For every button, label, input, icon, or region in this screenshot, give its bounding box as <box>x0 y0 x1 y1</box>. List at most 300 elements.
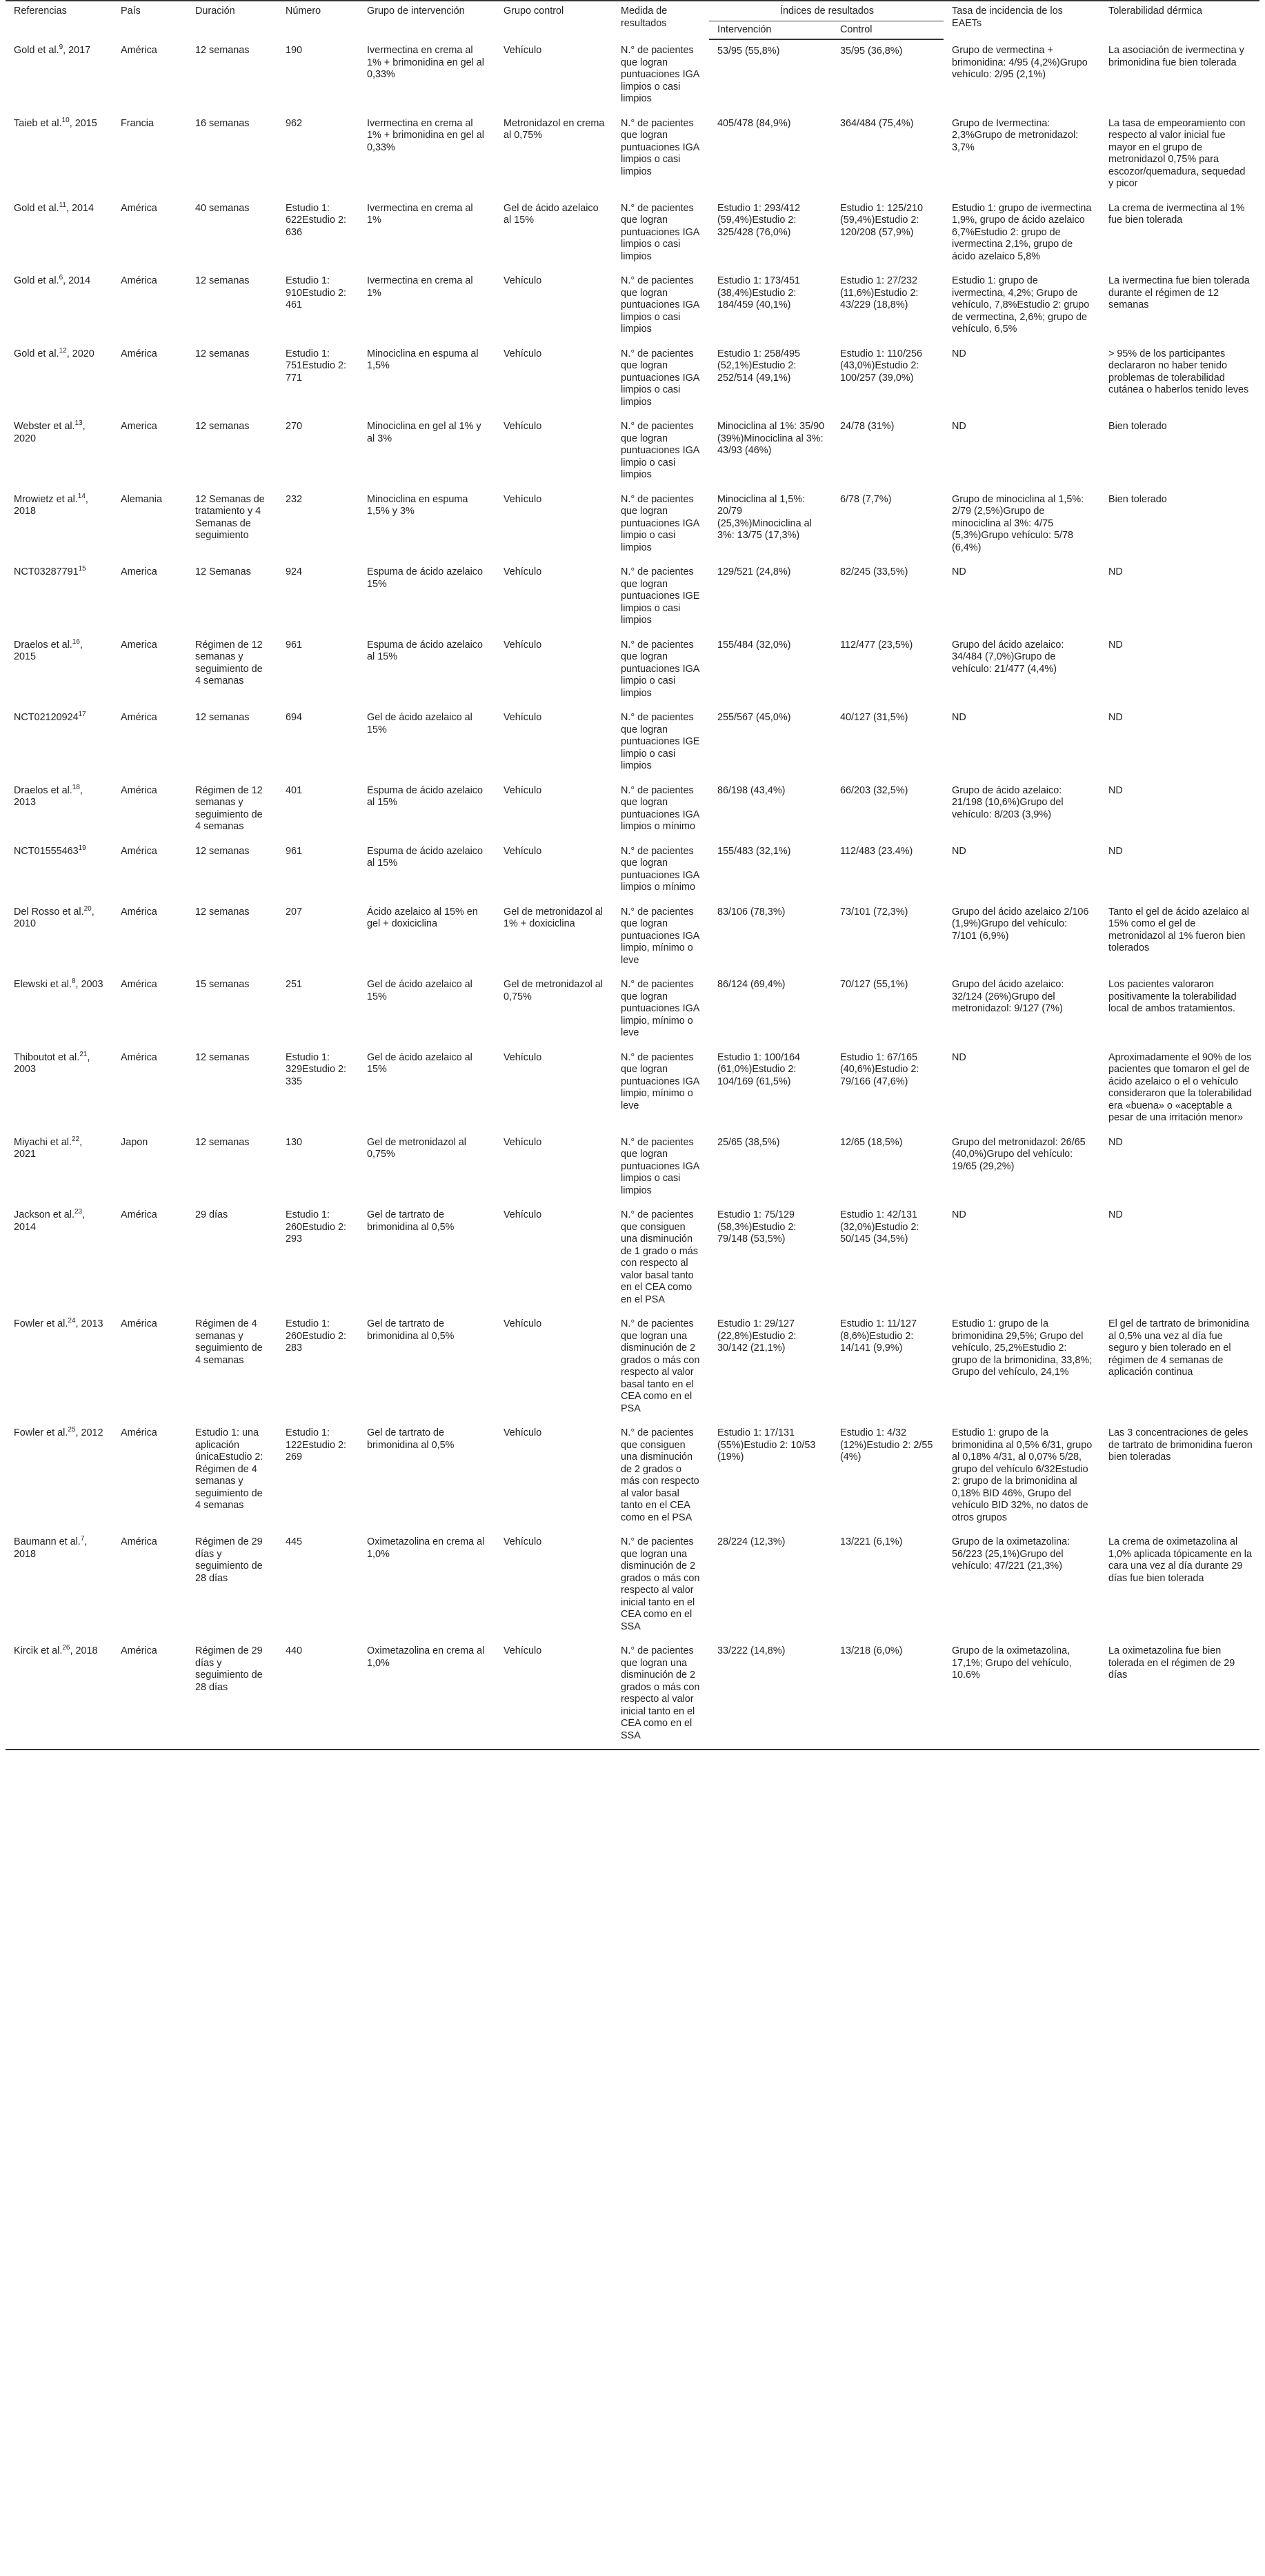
ref-year: , 2013 <box>14 784 83 808</box>
cell-number: 207 <box>286 906 303 918</box>
cell-number: 445 <box>286 1536 303 1547</box>
cell-control: 73/101 (72,3%) <box>840 906 908 918</box>
cell-control-group: Vehículo <box>504 845 542 857</box>
table-row <box>6 1422 1259 1531</box>
ref-author: Elewski et al. <box>14 979 72 990</box>
table-row <box>6 1531 1259 1640</box>
cell-control: Estudio 1: 110/256 (43,0%)Estudio 2: 100/257 (39,0%) <box>840 348 922 384</box>
cell-ref <box>6 706 112 780</box>
cell-country: América <box>112 1640 187 1750</box>
cell-control: Estudio 1: 67/165 (40,6%)Estudio 2: 79/166 (47,6%) <box>840 1051 919 1087</box>
cell-control: 66/203 (32,5%) <box>840 784 908 796</box>
cell-tolerability: Aproximadamente el 90% de los pacientes que tomaron el gel de ácido azelaico o el o vehículo consideraron que la tolerabilidad era «buena» o «aceptable a pesar de una irritación menor» <box>1108 1051 1253 1123</box>
ref-author: Miyachi et al. <box>14 1136 72 1148</box>
ref-citation-number: 12 <box>59 346 67 355</box>
cell-number: 962 <box>286 117 303 129</box>
col-header-number: Número <box>277 1 359 39</box>
ref-citation-number: 24 <box>68 1317 76 1325</box>
cell-aes: Estudio 1: grupo de ivermectina, 4,2%; Grupo de vehículo, 7,8%Estudio 2: grupo de vermectina, 2,6%; grupo de vehículo, 6,5% <box>952 275 1090 335</box>
cell-intervention-group: Gel de tartrato de brimonidina al 0,5% <box>367 1209 455 1233</box>
cell-intervention: 53/95 (55,8%) <box>717 46 780 57</box>
ref-year: , 2020 <box>66 348 94 359</box>
cell-number: Estudio 1: 910Estudio 2: 461 <box>286 275 347 310</box>
table-row <box>6 343 1259 416</box>
cell-intervention: 129/521 (24,8%) <box>717 566 791 577</box>
ref-citation-number: 11 <box>59 201 66 209</box>
cell-country: Francia <box>121 117 154 129</box>
cell-ref <box>6 197 112 270</box>
cell-ref <box>6 1531 112 1640</box>
cell-duration: Régimen de 12 semanas y seguimiento de 4 semanas <box>195 784 263 832</box>
table-row <box>6 270 1259 343</box>
cell-intervention: Estudio 1: 293/412 (59,4%)Estudio 2: 325/428 (76,0%) <box>717 202 801 238</box>
cell-ref <box>6 112 112 197</box>
cell-duration: 12 semanas <box>195 1136 250 1148</box>
cell-number: Estudio 1: 329Estudio 2: 335 <box>286 1051 347 1087</box>
cell-control: Estudio 1: 125/210 (59,4%)Estudio 2: 120/208 (57,9%) <box>840 202 924 238</box>
cell-tolerability: La ivermectina fue bien tolerada durante el régimen de 12 semanas <box>1108 275 1250 310</box>
cell-tolerability: El gel de tartrato de brimonidina al 0,5% una vez al día fue seguro y bien tolerado en el régimen de 4 semanas de aplicación continua <box>1108 1318 1249 1378</box>
cell-control: 24/78 (31%) <box>840 421 895 432</box>
ref-year: , 2010 <box>14 906 94 929</box>
ref-year: , 2012 <box>75 1427 103 1438</box>
cell-tolerability: ND <box>1108 712 1123 723</box>
cell-outcome: N.° de pacientes que logran puntuaciones IGA limpios o casi limpios <box>621 1136 699 1196</box>
cell-control-group: Vehículo <box>504 421 542 432</box>
cell-intervention: 33/222 (14,8%) <box>709 1640 832 1750</box>
cell-control: 35/95 (36,8%) <box>840 46 903 57</box>
cell-intervention-group: Gel de ácido azelaico al 15% <box>367 712 472 735</box>
cell-outcome: N.° de pacientes que logran puntuaciones IGA limpio, mínimo o leve <box>621 979 699 1038</box>
ref-year: , 2014 <box>66 202 94 214</box>
cell-country: América <box>121 275 157 286</box>
ref-author: NCT01555463 <box>14 845 79 857</box>
cell-duration: 12 semanas <box>195 421 250 432</box>
cell-number: Estudio 1: 751Estudio 2: 771 <box>286 348 347 384</box>
cell-number: 440 <box>277 1640 359 1750</box>
cell-duration: 12 Semanas <box>195 566 251 577</box>
cell-control: Estudio 1: 4/32 (12%)Estudio 2: 2/55 (4%) <box>840 1427 933 1463</box>
cell-intervention: 25/65 (38,5%) <box>717 1136 780 1148</box>
table-body <box>6 39 1259 1750</box>
cell-duration: 40 semanas <box>195 202 250 214</box>
ref-citation-number: 9 <box>59 43 63 52</box>
cell-aes: Grupo de la oximetazolina: 56/223 (25,1%)Grupo del vehículo: 47/221 (21,3%) <box>952 1536 1070 1572</box>
cell-control-group: Vehículo <box>504 1536 542 1547</box>
cell-intervention-group: Ivermectina en crema al 1% + brimonidina en gel al 0,33% <box>367 45 484 80</box>
cell-duration: 15 semanas <box>195 979 250 990</box>
cell-control: 364/484 (75,4%) <box>840 117 914 129</box>
ref-author: Taieb et al. <box>14 117 62 129</box>
cell-number: Estudio 1: 260Estudio 2: 283 <box>286 1318 347 1354</box>
cell-intervention-group: Espuma de ácido azelaico al 15% <box>367 784 483 808</box>
ref-year: , 2003 <box>75 979 103 990</box>
cell-ref <box>6 840 112 901</box>
cell-intervention: Estudio 1: 17/131 (55%)Estudio 2: 10/53 (19%) <box>717 1427 816 1463</box>
ref-citation-number: 18 <box>72 783 80 791</box>
cell-outcome: N.° de pacientes que logran puntuaciones IGA limpios o mínimo <box>621 784 699 832</box>
cell-ref <box>6 270 112 343</box>
cell-outcome: N.° de pacientes que logran puntuaciones IGA limpios o casi limpios <box>621 45 699 104</box>
table-row <box>6 706 1259 780</box>
table-row <box>6 1313 1259 1422</box>
cell-duration: Régimen de 4 semanas y seguimiento de 4 semanas <box>195 1318 263 1366</box>
cell-intervention-group: Gel de tartrato de brimonidina al 0,5% <box>367 1427 455 1451</box>
table-row <box>6 1204 1259 1313</box>
col-header-intervention: Intervención <box>709 21 832 39</box>
cell-intervention: 255/567 (45,0%) <box>717 712 791 723</box>
cell-control: Estudio 1: 27/232 (11,6%)Estudio 2: 43/229 (18,8%) <box>840 275 919 310</box>
ref-year: , 2003 <box>14 1051 90 1075</box>
cell-number: Estudio 1: 260Estudio 2: 293 <box>286 1209 347 1245</box>
cell-intervention-group: Espuma de ácido azelaico al 15% <box>367 845 483 869</box>
cell-number: 251 <box>286 979 303 990</box>
cell-control-group: Vehículo <box>504 1209 542 1220</box>
ref-author: Thiboutot et al. <box>14 1051 80 1063</box>
cell-aes: ND <box>952 712 966 723</box>
cell-outcome: N.° de pacientes que logran puntuaciones IGE limpios o casi limpios <box>621 566 700 626</box>
cell-duration: 12 Semanas de tratamiento y 4 Semanas de seguimiento <box>195 493 265 541</box>
cell-intervention-group: Ivermectina en crema al 1% <box>367 275 473 299</box>
cell-ref <box>6 488 112 562</box>
header-row-1 <box>6 1 1259 21</box>
ref-author: Kircik et al. <box>14 1645 63 1656</box>
ref-citation-number: 13 <box>74 419 83 428</box>
ref-citation-number: 21 <box>79 1050 88 1058</box>
cell-country: América <box>121 348 157 359</box>
cell-number: 401 <box>286 784 303 796</box>
cell-intervention: Estudio 1: 75/129 (58,3%)Estudio 2: 79/148 (53,5%) <box>717 1209 797 1245</box>
ref-author: Fowler et al. <box>14 1318 68 1329</box>
ref-citation-number: 19 <box>78 844 86 852</box>
ref-year: , 2013 <box>75 1318 103 1329</box>
col-header-intervention-group: Grupo de intervención <box>359 1 495 39</box>
cell-tolerability: Las 3 concentraciones de geles de tartrato de brimonidina fueron bien toleradas <box>1108 1427 1253 1463</box>
cell-aes: Grupo del ácido azelaico: 32/124 (26%)Grupo del metronidazol: 9/127 (7%) <box>952 979 1064 1014</box>
cell-tolerability: Bien tolerado <box>1108 421 1167 432</box>
cell-intervention-group: Ácido azelaico al 15% en gel + doxiciclina <box>367 906 478 929</box>
cell-outcome: N.° de pacientes que logran puntuaciones IGA limpio, mínimo o leve <box>621 1051 699 1111</box>
ref-author: NCT02120924 <box>14 712 79 723</box>
cell-intervention: Estudio 1: 173/451 (38,4%)Estudio 2: 184/459 (40,1%) <box>717 275 801 310</box>
cell-aes: Grupo de ácido azelaico: 21/198 (10,6%)Grupo del vehículo: 8/203 (3,9%) <box>952 784 1064 820</box>
ref-citation-number: 15 <box>78 565 86 573</box>
cell-control: 82/245 (33,5%) <box>840 566 908 577</box>
ref-author: Draelos et al. <box>14 784 72 796</box>
cell-intervention: 155/484 (32,0%) <box>717 639 791 651</box>
cell-aes: ND <box>952 845 966 857</box>
ref-citation-number: 6 <box>59 274 63 282</box>
cell-number: Estudio 1: 122Estudio 2: 269 <box>286 1427 347 1463</box>
cell-country: America <box>121 421 157 432</box>
cell-ref <box>6 973 112 1047</box>
cell-number: 924 <box>286 566 303 577</box>
cell-duration: Régimen de 12 semanas y seguimiento de 4 semanas <box>195 639 263 686</box>
cell-intervention-group: Gel de ácido azelaico al 15% <box>367 979 472 1002</box>
ref-author: Gold et al. <box>14 202 59 214</box>
cell-outcome: N.° de pacientes que logran puntuaciones IGA limpios o casi limpios <box>621 348 699 408</box>
cell-number: 694 <box>286 712 303 723</box>
cell-outcome: N.° de pacientes que logran puntuaciones IGE limpio o casi limpios <box>621 712 700 771</box>
cell-outcome: N.° de pacientes que logran una disminución de 2 grados o más con respecto al valor basal tanto en el CEA como en el PSA <box>621 1318 700 1414</box>
table-row <box>6 488 1259 562</box>
table-row <box>6 973 1259 1047</box>
ref-author: Mrowietz et al. <box>14 493 78 505</box>
cell-intervention: 86/124 (69,4%) <box>717 979 786 990</box>
ref-author: Fowler et al. <box>14 1427 68 1438</box>
cell-control: 13/221 (6,1%) <box>840 1536 903 1547</box>
cell-ref <box>6 634 112 707</box>
ref-year: , 2018 <box>14 1536 88 1560</box>
cell-control-group: Vehículo <box>504 639 542 651</box>
cell-tolerability: > 95% de los participantes declararon no haber tenido problemas de tolerabilidad cutánea o haberlos tenido leves <box>1108 348 1249 395</box>
cell-country: América <box>121 712 157 723</box>
cell-ref <box>6 39 112 112</box>
cell-control-group: Vehículo <box>504 1051 542 1063</box>
results-table <box>6 0 1259 1750</box>
cell-ref <box>6 1131 112 1205</box>
cell-outcome: N.° de pacientes que logran puntuaciones IGA limpio, mínimo o leve <box>621 906 699 966</box>
cell-number: 190 <box>286 45 303 56</box>
cell-tolerability: ND <box>1108 1209 1123 1220</box>
cell-intervention: Minociclina al 1,5%: 20/79 (25,3%)Minociclina al 3%: 13/75 (17,3%) <box>717 493 812 541</box>
cell-intervention-group: Minociclina en gel al 1% y al 3% <box>367 421 481 444</box>
ref-citation-number: 26 <box>62 1644 70 1652</box>
cell-outcome: N.° de pacientes que logran puntuaciones IGA limpio o casi limpios <box>621 639 699 699</box>
cell-tolerability: ND <box>1108 784 1123 796</box>
ref-citation-number: 25 <box>68 1426 76 1434</box>
cell-aes: Grupo de Ivermectina: 2,3%Grupo de metronidazol: 3,7% <box>952 117 1079 153</box>
cell-country: América <box>121 784 157 796</box>
table-row <box>6 1131 1259 1205</box>
cell-control-group: Vehículo <box>504 712 542 723</box>
ref-year: , 2015 <box>14 639 83 662</box>
cell-ref <box>6 1047 112 1131</box>
cell-control-group: Vehículo <box>504 493 542 505</box>
table-row <box>6 901 1259 974</box>
cell-outcome: N.° de pacientes que logran puntuaciones IGA limpios o mínimo <box>621 845 699 893</box>
cell-intervention-group: Gel de tartrato de brimonidina al 0,5% <box>367 1318 455 1342</box>
cell-intervention: Minociclina al 1%: 35/90 (39%)Minociclina al 3%: 43/93 (46%) <box>717 421 825 456</box>
cell-country: América <box>121 1427 157 1438</box>
cell-tolerability: ND <box>1108 639 1123 651</box>
ref-citation-number: 17 <box>78 711 86 719</box>
ref-year: , 2015 <box>69 117 97 129</box>
cell-aes: Estudio 1: grupo de ivermectina 1,9%, grupo de ácido azelaico 6,7%Estudio 2: grupo de ivermectina 2,1%, grupo de ácido azelaico 5,8% <box>952 202 1092 262</box>
cell-country: América <box>121 1318 157 1329</box>
cell-intervention: 28/224 (12,3%) <box>717 1536 786 1547</box>
cell-duration: 12 semanas <box>195 45 250 56</box>
cell-tolerability: La asociación de ivermectina y brimonidina fue bien tolerada <box>1108 45 1244 68</box>
cell-outcome: N.° de pacientes que consiguen una disminución de 2 grados o más con respecto al valor basal tanto en el CEA como en el PSA <box>621 1427 699 1523</box>
cell-outcome: N.° de pacientes que logran puntuaciones IGA limpios o casi limpios <box>621 275 699 335</box>
cell-aes: Grupo de minociclina al 1,5%: 2/79 (2,5%)Grupo de minociclina al 3%: 4/75 (5,3%)Grupo vehículo: 5/78 (6,4%) <box>952 493 1084 553</box>
cell-duration: 16 semanas <box>195 117 250 129</box>
ref-citation-number: 23 <box>74 1208 83 1216</box>
cell-ref <box>6 1313 112 1422</box>
cell-control-group: Gel de ácido azelaico al 15% <box>504 202 599 226</box>
cell-control-group: Gel de metronidazol al 0,75% <box>504 979 603 1002</box>
cell-intervention: Estudio 1: 258/495 (52,1%)Estudio 2: 252/514 (49,1%) <box>717 348 801 384</box>
ref-citation-number: 22 <box>71 1135 80 1143</box>
cell-intervention-group: Ivermectina en crema al 1% <box>367 202 473 226</box>
cell-control: Estudio 1: 42/131 (32,0%)Estudio 2: 50/145 (34,5%) <box>840 1209 919 1245</box>
ref-citation-number: 7 <box>80 1535 85 1543</box>
cell-aes: ND <box>952 348 966 359</box>
cell-control: 6/78 (7,7%) <box>840 493 892 505</box>
ref-year: , 2018 <box>70 1645 98 1656</box>
cell-tolerability: Bien tolerado <box>1108 493 1167 505</box>
cell-ref <box>6 343 112 416</box>
cell-ref <box>6 415 112 488</box>
cell-duration: 12 semanas <box>195 348 250 359</box>
cell-country: América <box>121 1536 157 1547</box>
col-header-duration: Duración <box>187 1 277 39</box>
cell-control: 40/127 (31,5%) <box>840 712 908 723</box>
cell-duration: 12 semanas <box>195 1051 250 1063</box>
cell-intervention-group: Espuma de ácido azelaico 15% <box>367 566 483 590</box>
ref-author: Webster et al. <box>14 421 75 432</box>
col-header-outcome: Medida de resultados <box>612 1 709 39</box>
cell-country: América <box>121 202 157 214</box>
cell-outcome: N.° de pacientes que logran puntuaciones IGA limpios o casi limpios <box>621 202 699 262</box>
cell-country: America <box>121 566 157 577</box>
ref-citation-number: 8 <box>71 978 76 986</box>
table-row <box>6 634 1259 707</box>
col-header-ref: Referencias <box>6 1 112 39</box>
table-row <box>6 197 1259 270</box>
cell-intervention: Estudio 1: 100/164 (61,0%)Estudio 2: 104/169 (61,5%) <box>717 1051 801 1087</box>
cell-ref <box>6 1640 112 1750</box>
cell-duration: 12 semanas <box>195 275 250 286</box>
cell-intervention-group: Espuma de ácido azelaico al 15% <box>367 639 483 662</box>
cell-tolerability: La oximetazolina fue bien tolerada en el régimen de 29 días <box>1100 1640 1259 1750</box>
cell-ref <box>6 901 112 974</box>
cell-control-group: Vehículo <box>495 1640 612 1750</box>
cell-intervention-group: Minociclina en espuma al 1,5% <box>367 348 479 371</box>
cell-control: 112/477 (23,5%) <box>840 639 913 651</box>
col-header-tolerability: Tolerabilidad dérmica <box>1100 1 1259 39</box>
cell-control-group: Vehículo <box>504 348 542 359</box>
cell-duration: Estudio 1: una aplicación únicaEstudio 2: Régimen de 4 semanas y seguimiento de 4 semanas <box>195 1427 263 1511</box>
cell-control: 70/127 (55,1%) <box>840 979 908 990</box>
cell-outcome: N.° de pacientes que logran puntuaciones IGA limpio o casi limpios <box>621 493 699 553</box>
cell-aes: ND <box>952 1051 966 1063</box>
cell-control: 13/218 (6,0%) <box>832 1640 944 1750</box>
col-header-aes: Tasa de incidencia de los EAETs <box>944 1 1100 39</box>
cell-aes: Estudio 1: grupo de la brimonidina al 0,5% 6/31, grupo al 0,18% 4/31, al 0,07% 5/28, grupo del vehículo 6/32Estudio 2: grupo de la brimonidina al 0,18% BID 46%, Grupo del vehículo BID 32%, no datos de otros grupos <box>952 1427 1093 1523</box>
cell-outcome: N.° de pacientes que logran una disminución de 2 grados o más con respecto al valor inicial tanto en el CEA como en el SSA <box>621 1536 700 1632</box>
cell-aes: ND <box>952 566 966 577</box>
cell-aes: Estudio 1: grupo de la brimonidina 29,5%; Grupo del vehículo, 25,2%Estudio 2: grupo de la brimonidina, 33,8%; Grupo del vehículo, 24,1% <box>952 1318 1093 1378</box>
cell-outcome: N.° de pacientes que logran puntuaciones IGA limpios o casi limpios <box>621 117 699 177</box>
cell-tolerability: La crema de ivermectina al 1% fue bien tolerada <box>1108 202 1245 226</box>
cell-duration: 12 semanas <box>195 845 250 857</box>
cell-country: América <box>121 845 157 857</box>
cell-tolerability: Los pacientes valoraron positivamente la tolerabilidad local de ambos tratamientos. <box>1108 979 1237 1014</box>
cell-intervention-group: Gel de ácido azelaico al 15% <box>367 1051 472 1075</box>
cell-aes: Grupo de vermectina + brimonidina: 4/95 (4,2%)Grupo vehículo: 2/95 (2,1%) <box>952 45 1088 80</box>
cell-control: Estudio 1: 11/127 (8,6%)Estudio 2: 14/141 (9,9%) <box>840 1318 917 1354</box>
ref-author: Gold et al. <box>14 45 59 56</box>
cell-intervention: 155/483 (32,1%) <box>717 845 791 857</box>
table-row <box>6 1640 1259 1750</box>
ref-citation-number: 10 <box>61 116 70 124</box>
cell-ref <box>6 1422 112 1531</box>
cell-number: 270 <box>286 421 303 432</box>
ref-author: Gold et al. <box>14 348 59 359</box>
table-row <box>6 840 1259 901</box>
ref-author: Gold et al. <box>14 275 59 286</box>
cell-control: 12/65 (18,5%) <box>840 1136 903 1148</box>
cell-ref <box>6 561 112 634</box>
table-row <box>6 561 1259 634</box>
table-row <box>6 780 1259 840</box>
cell-country: Japon <box>121 1136 148 1148</box>
cell-intervention: 86/198 (43,4%) <box>717 784 786 796</box>
col-header-control-group: Grupo control <box>495 1 612 39</box>
cell-aes: ND <box>952 421 966 432</box>
col-header-results-index: Índices de resultados <box>709 1 944 21</box>
cell-control-group: Vehículo <box>504 275 542 286</box>
cell-tolerability: ND <box>1108 845 1123 857</box>
ref-citation-number: 16 <box>72 637 80 646</box>
ref-year: , 2021 <box>14 1136 83 1160</box>
cell-ref <box>6 780 112 840</box>
ref-year: , 2014 <box>63 275 91 286</box>
cell-tolerability: Tanto el gel de ácido azelaico al 15% como el gel de metronidazol al 1% fueron bien tolerados <box>1108 906 1250 953</box>
cell-control-group: Vehículo <box>504 1318 542 1329</box>
table-header <box>6 1 1259 39</box>
cell-tolerability: La crema de oximetazolina al 1,0% aplicada tópicamente en la cara una vez al día durante 29 días fue bien tolerada <box>1108 1536 1253 1584</box>
cell-aes: Grupo del metronidazol: 26/65 (40,0%)Grupo del vehículo: 19/65 (29,2%) <box>952 1136 1086 1172</box>
cell-tolerability: La tasa de empeoramiento con respecto al valor inicial fue mayor en el grupo de metronidazol 0,75% para escozor/quemadura, sequedad y picor <box>1108 117 1246 189</box>
ref-year: , 2020 <box>14 421 86 444</box>
cell-outcome: N.° de pacientes que logran una disminución de 2 grados o más con respecto al valor inicial tanto en el CEA como en el SSA <box>612 1640 709 1750</box>
table-row <box>6 112 1259 197</box>
ref-author: Del Rosso et al. <box>14 906 84 918</box>
table-row <box>6 415 1259 488</box>
cell-number: Estudio 1: 622Estudio 2: 636 <box>286 202 347 238</box>
col-header-country: País <box>112 1 187 39</box>
cell-intervention-group: Gel de metronidazol al 0,75% <box>367 1136 466 1160</box>
cell-number: 961 <box>286 639 303 651</box>
cell-country: Alemania <box>121 493 162 505</box>
cell-country: América <box>121 1209 157 1220</box>
cell-control-group: Vehículo <box>504 784 542 796</box>
cell-aes: Grupo de la oximetazolina, 17,1%; Grupo del vehículo, 10.6% <box>944 1640 1100 1750</box>
cell-intervention: 83/106 (78,3%) <box>717 906 786 918</box>
cell-control-group: Vehículo <box>504 1427 542 1438</box>
table-row <box>6 1047 1259 1131</box>
ref-year: , 2014 <box>14 1209 86 1233</box>
ref-author: Draelos et al. <box>14 639 72 651</box>
cell-country: América <box>121 906 157 918</box>
col-header-control: Control <box>832 21 944 39</box>
cell-duration: 29 días <box>195 1209 228 1220</box>
cell-outcome: N.° de pacientes que logran puntuaciones IGA limpio o casi limpios <box>621 421 699 480</box>
cell-country: América <box>121 979 157 990</box>
cell-country: América <box>121 45 157 56</box>
table-row <box>6 39 1259 112</box>
ref-citation-number: 14 <box>77 492 86 500</box>
cell-control: 112/483 (23.4%) <box>840 845 913 857</box>
ref-year: , 2018 <box>14 493 88 517</box>
cell-country: America <box>121 639 157 651</box>
cell-aes: Grupo del ácido azelaico: 34/484 (7,0%)Grupo de vehículo: 21/477 (4,4%) <box>952 639 1064 675</box>
cell-duration: 12 semanas <box>195 712 250 723</box>
cell-tolerability: ND <box>1108 1136 1123 1148</box>
